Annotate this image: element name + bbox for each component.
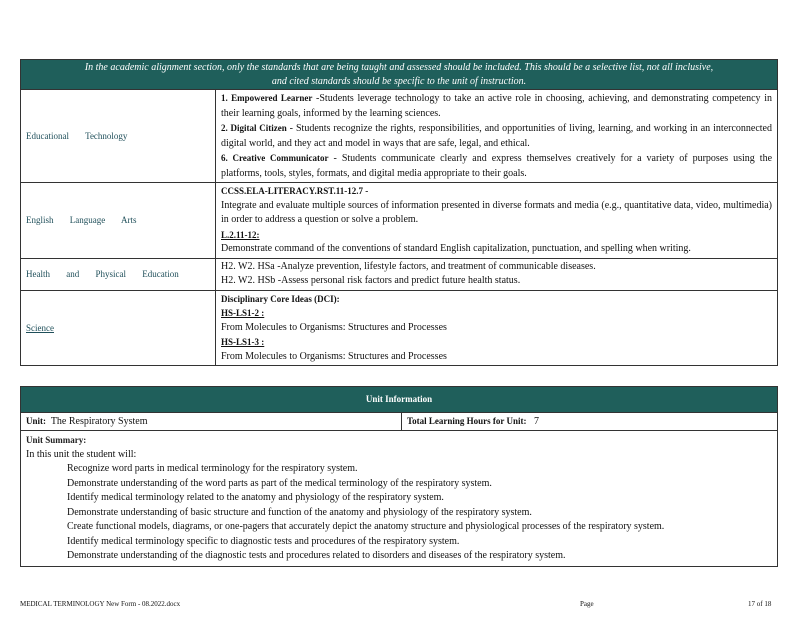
standard-code: L.2.11-12:	[221, 229, 260, 240]
standard-item	[221, 151, 772, 181]
standard-item	[221, 121, 772, 151]
subject-english-language-arts: English Language Arts	[21, 183, 216, 259]
standard-text: -Students leverage technology to take an active role in choosing, achieving, and demonstrating competency in their learning goals, informed by the learning sciences.	[221, 93, 772, 119]
hours-value: 7	[534, 415, 540, 427]
standard-text: Demonstrate command of the conventions of standard English capitalization, punctuation, and spelling when writing.	[221, 243, 691, 254]
unit-name-cell	[21, 412, 402, 431]
footer-document-name: MEDICAL TERMINOLOGY New Form - 08.2022.docx	[20, 600, 181, 608]
objective-item	[26, 491, 772, 506]
academic-alignment-table	[20, 59, 778, 366]
objective-item	[26, 462, 772, 477]
subject-educational-technology: Educational Technology	[21, 90, 216, 183]
standard-label: 1. Empowered Learner	[221, 93, 313, 103]
alignment-row-english-language-arts	[21, 183, 778, 259]
standards-english-language-arts	[216, 183, 778, 259]
subject-health-physical-education: Health and Physical Education	[21, 258, 216, 290]
standard-text: - Students communicate clearly and express themselves creatively for a variety of purposes using the platforms, tools, styles, formats, and digital media appropriate to their goals.	[221, 153, 773, 179]
unit-summary-intro: In this unit the student will:	[26, 448, 137, 460]
objective-text: Create functional models, diagrams, or one-pagers that accurately depict the anatomy structure and physiological processes of the respiratory system.	[67, 521, 665, 532]
subject-science: Science	[21, 290, 216, 366]
standard-label: 2. Digital Citizen	[221, 123, 287, 133]
unit-hours-cell	[402, 412, 778, 431]
banner-line-1: In the academic alignment section, only the standards that are being taught and assessed should be included. This should be a selective list, not all inclusive,	[84, 62, 714, 73]
objective-item	[26, 506, 772, 521]
hours-label: Total Learning Hours for Unit:	[407, 415, 527, 426]
standard-text: - Students recognize the rights, responsibilities, and opportunities of living, learning, and working in an interconnected digital world, and they act and model in ways that are safe, legal, and ethical.	[221, 123, 772, 149]
objective-text: Demonstrate understanding of basic structure and function of the anatomy and physiology of the respiratory system.	[67, 506, 532, 518]
standard-text: Integrate and evaluate multiple sources of information presented in diverse formats and media (e.g., quantitative data, video, multimedia) in order to address a question or solve a problem.	[221, 199, 772, 225]
objectives-list	[26, 462, 772, 564]
alignment-row-science	[21, 290, 778, 366]
dci-heading: Disciplinary Core Ideas (DCI):	[221, 293, 340, 304]
objective-text: Demonstrate understanding of the word parts as part of the medical terminology of the respiratory system.	[67, 477, 492, 489]
standard-text: From Molecules to Organisms: Structures and Processes	[221, 350, 447, 362]
objective-item	[26, 477, 772, 492]
objective-item	[26, 549, 772, 564]
unit-name: The Respiratory System	[50, 415, 148, 427]
objective-item	[26, 535, 772, 550]
unit-label: Unit:	[26, 415, 46, 426]
standard-text: H2. W2. HSa -Analyze prevention, lifestyle factors, and treatment of communicable diseases.	[221, 260, 596, 272]
objective-text: Recognize word parts in medical terminology for the respiratory system.	[67, 463, 358, 474]
objective-text: Identify medical terminology related to the anatomy and physiology of the respiratory system.	[67, 492, 444, 503]
alignment-instructions-banner	[21, 60, 778, 90]
standard-code: HS-LS1-2 :	[221, 308, 265, 318]
standards-science	[216, 290, 778, 366]
alignment-row-health-pe	[21, 258, 778, 290]
banner-line-2: and cited standards should be specific to the unit of instruction.	[271, 75, 527, 87]
objective-text: Demonstrate understanding of the diagnostic tests and procedures related to disorders and diseases of the respiratory system.	[67, 550, 566, 561]
standard-label: 6. Creative Communicator	[221, 153, 329, 163]
unit-summary-cell	[21, 431, 778, 567]
footer-page-number: 17 of 18	[748, 600, 772, 608]
standard-item	[221, 91, 772, 121]
standards-health-physical-education	[216, 258, 778, 290]
alignment-row-educational-technology	[21, 90, 778, 183]
standards-educational-technology	[216, 90, 778, 183]
unit-information-table	[20, 386, 778, 567]
unit-information-header: Unit Information	[21, 387, 778, 413]
objective-text: Identify medical terminology specific to diagnostic tests and procedures of the respiratory system.	[67, 535, 460, 547]
standard-code: CCSS.ELA-LITERACY.RST.11-12.7 -	[221, 186, 369, 196]
footer-page-label: Page	[580, 600, 594, 608]
standard-text: H2. W2. HSb -Assess personal risk factors and predict future health status.	[221, 275, 521, 286]
document-page	[20, 59, 778, 567]
unit-summary-label: Unit Summary:	[26, 435, 87, 445]
standard-text: From Molecules to Organisms: Structures and Processes	[221, 321, 447, 333]
standard-code: HS-LS1-3 :	[221, 337, 265, 347]
objective-item	[26, 520, 772, 535]
